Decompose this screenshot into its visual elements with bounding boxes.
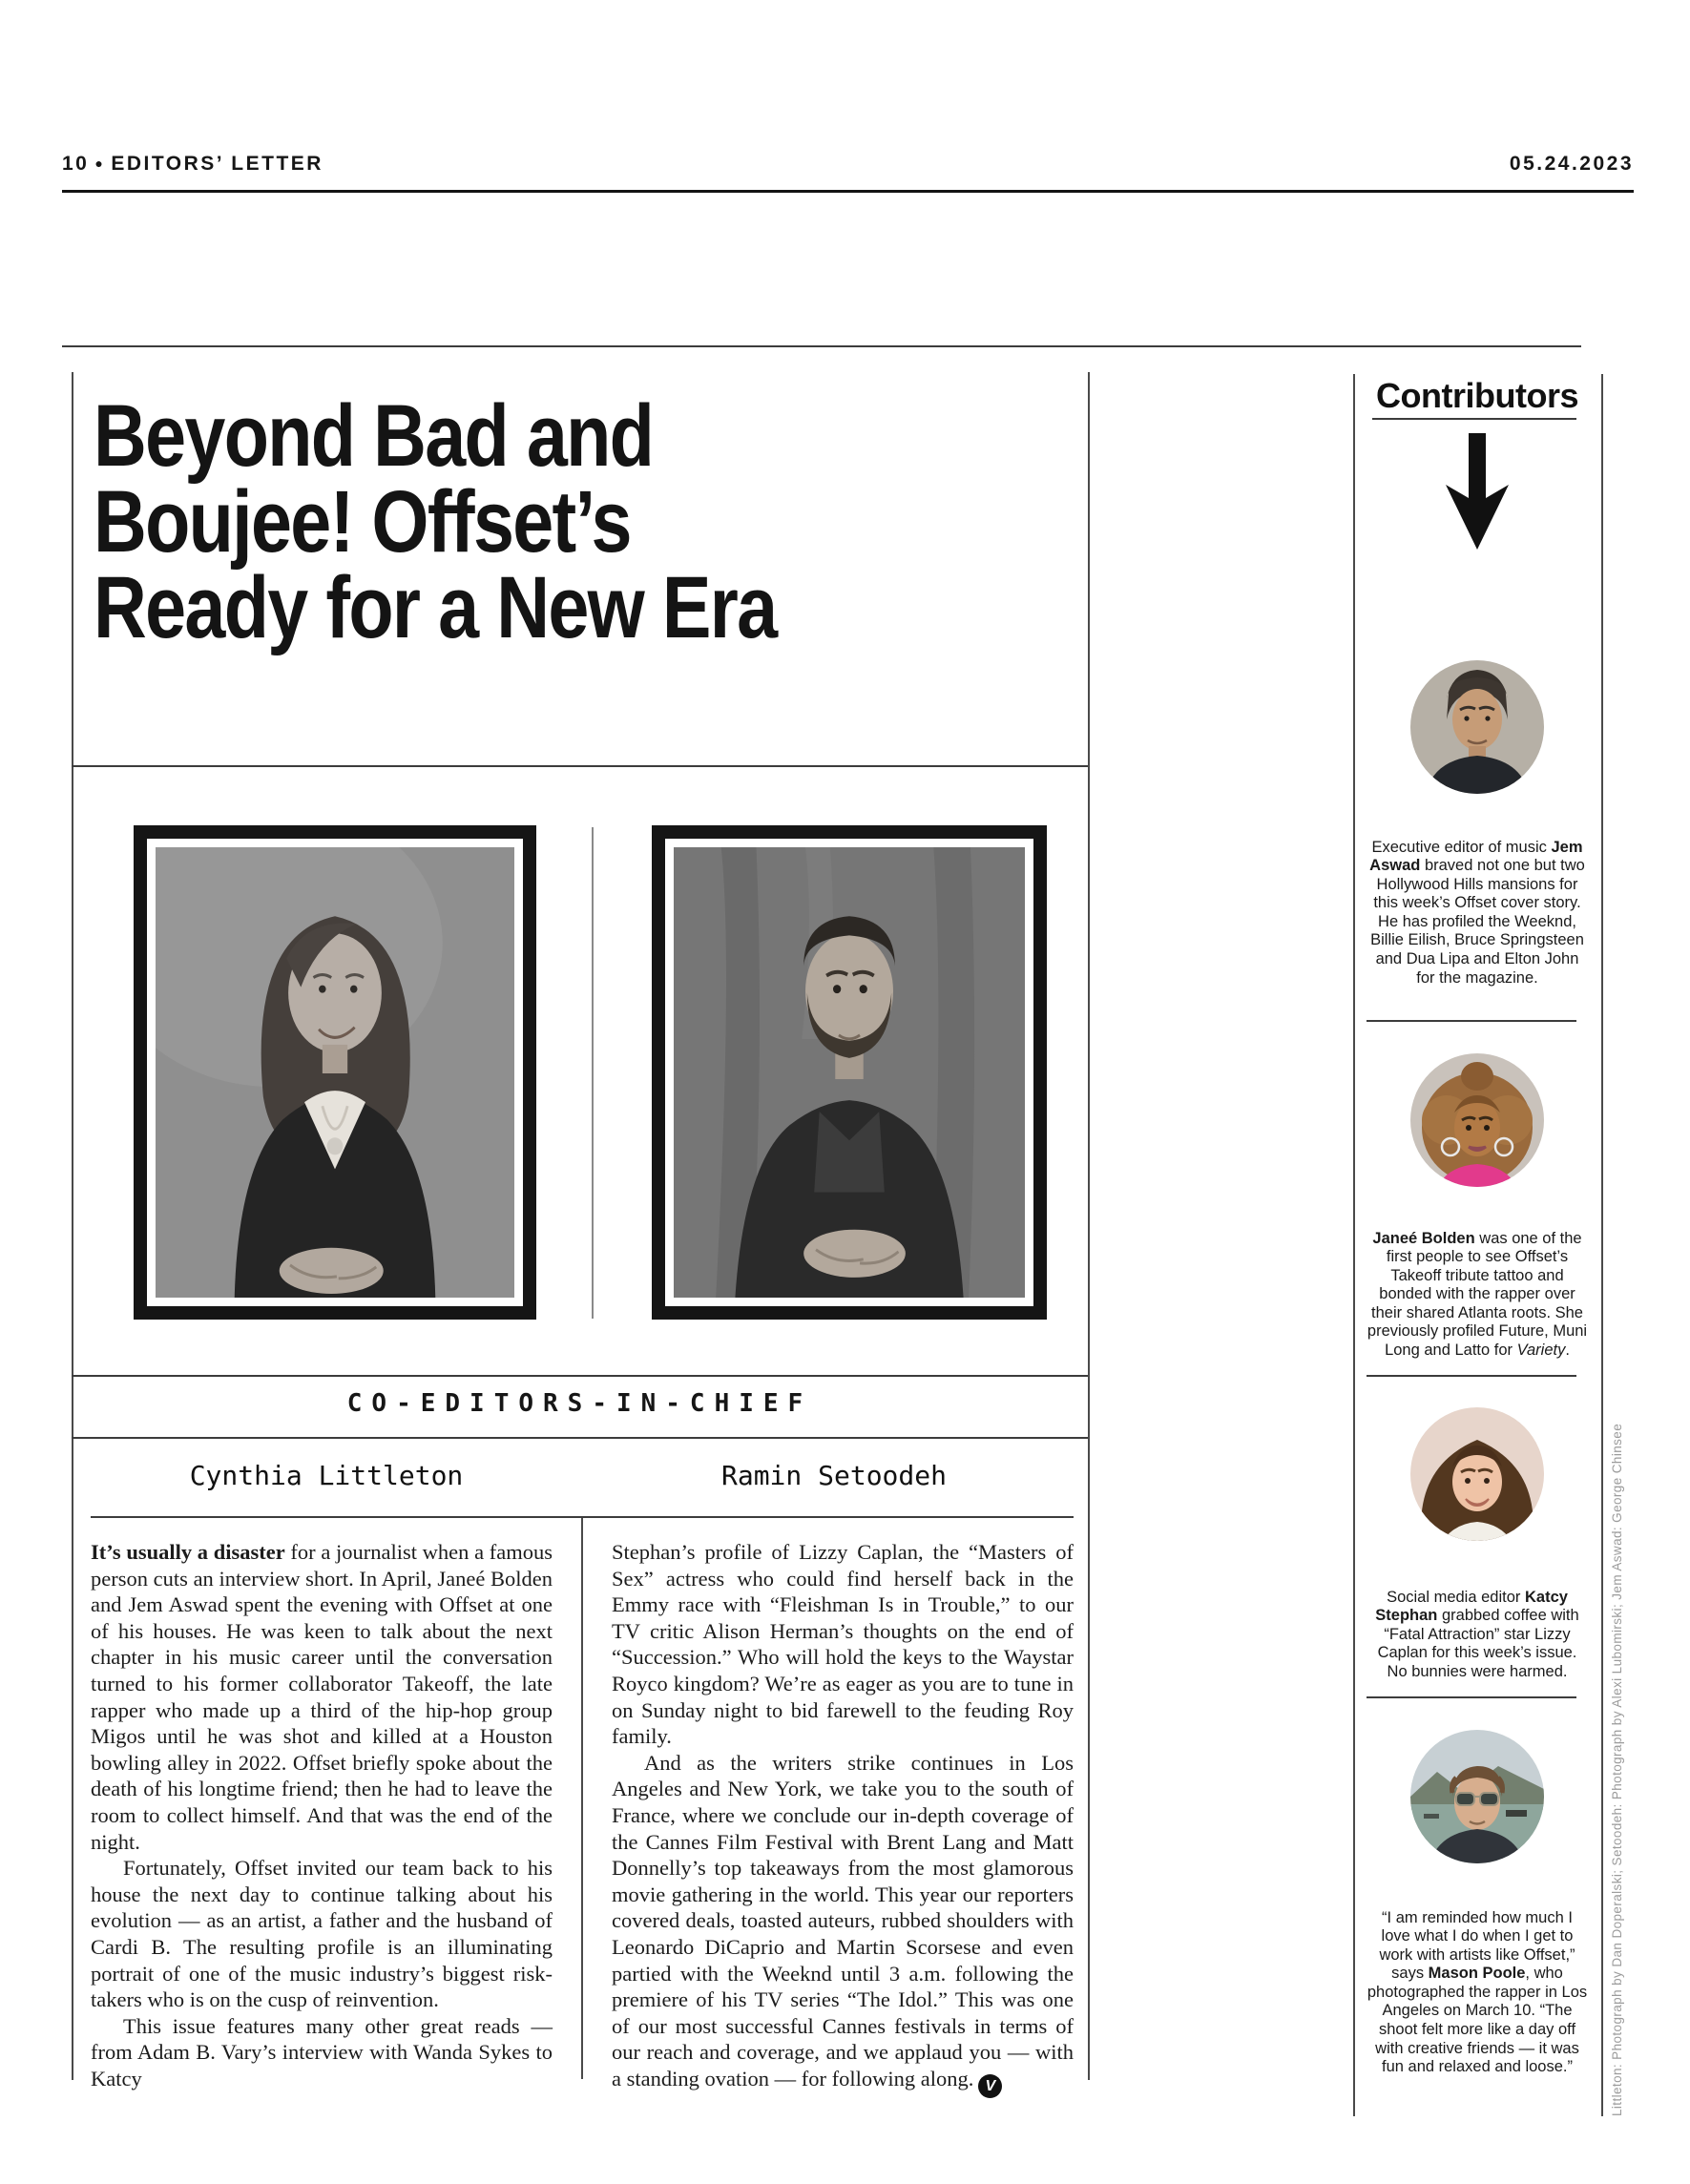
contributor-name: Mason Poole	[1428, 1965, 1526, 1983]
paragraph	[612, 1750, 1074, 2098]
photo-credits-vertical: Littleton: Photograph by Dan Doperalski; Setoodeh: Photograph by Alexi Lubomirski; Jem Aswad: George Chinsee	[1610, 1423, 1624, 2116]
contributors-title: Contributors	[1376, 376, 1578, 415]
masthead-divider-top	[72, 1375, 1088, 1377]
headshot	[1410, 660, 1544, 794]
page-header	[62, 153, 323, 176]
header-divider	[62, 190, 1634, 193]
headshot	[1410, 1053, 1544, 1187]
bio-text: Social media editor	[1387, 1588, 1525, 1606]
folio-number: 10	[62, 153, 90, 175]
contributors-right-rule	[1601, 374, 1603, 2116]
page-title	[94, 387, 777, 656]
body-column-1	[91, 1539, 553, 2091]
paragraph: Fortunately, Offset invited our team back to his house the next day to continue talking about his evolution — as an artist, a father and the husband of Cardi B. The resulting profile is an illuminating portrait of one of the music industry’s biggest risk-takers who is on the cusp of reinvention.	[91, 1856, 553, 2012]
variety-endmark-icon: V	[978, 2074, 1002, 2098]
contributor-bio	[1367, 1589, 1588, 1682]
bio-text: .	[1565, 1342, 1570, 1360]
top-divider	[62, 345, 1581, 347]
paragraph: This issue features many other great reads — from Adam B. Vary’s interview with Wanda Sykes to Katcy	[91, 2013, 553, 2090]
contributor-name: Jem Aswad	[1369, 838, 1583, 875]
paragraph-text: And as the writers strike continues in Los Angeles and New York, we take you to the south of France, where we conclude our in-depth coverage of the Cannes Film Festival with Brent Lang and Matt Donnelly’s top takeaways from the most glamorous movie gathering in the world. This year our reporters covered deals, toasted auteurs, rubbed shoulders with Leonardo DiCaprio and Martin Scorsese and even partied with the Weeknd until 3 a.m. following the premiere of his TV series “The Idol.” This was one of our most successful Cannes festivals in terms of our reach and coverage, and we applaud you — with a standing ovation — for following along.	[612, 1750, 1074, 2090]
section-label: EDITORS’ LETTER	[111, 153, 323, 175]
headline-divider	[72, 765, 1088, 767]
contributor-bio	[1367, 839, 1588, 988]
bullet-icon: ●	[94, 156, 106, 171]
contributor-photo-mason-poole	[1410, 1730, 1544, 1863]
contributor-photo-katcy-stephan	[1410, 1407, 1544, 1541]
bio-text: grabbed coffee with “Fatal Attraction” star Lizzy Caplan for this week’s issue. No bunnies were harmed.	[1377, 1607, 1579, 1680]
portrait-cynthia-littleton	[134, 825, 536, 1320]
portrait-ramin-setoodeh	[652, 825, 1047, 1320]
bio-text: braved not one but two Hollywood Hills mansions for this week’s Offset cover story. He has profiled the Weeknd, Billie Eilish, Bruce Springsteen and Dua Lipa and Elton John for the magazine.	[1370, 857, 1585, 987]
body-column-rule	[581, 1518, 583, 2079]
editor-name-left: Cynthia Littleton	[189, 1460, 464, 1491]
masthead-label: CO-EDITORS-IN-CHIEF	[346, 1389, 813, 1418]
contributor-bio	[1367, 1230, 1588, 1361]
portrait-photo-man	[674, 847, 1025, 1298]
issue-date: 05.24.2023	[1509, 153, 1634, 175]
left-column-rule	[72, 372, 73, 2080]
paragraph: Stephan’s profile of Lizzy Caplan, the “Masters of Sex” actress who could find herself back in the Emmy race with “Fleishman Is in Trouble,” to our TV critic Alison Herman’s thoughts on the end of “Succession.” Who will hold the keys to the Waystar Royco kingdom? We’re as eager as you are to tune in on Sunday night to bid farewell to the feuding Roy family.	[612, 1540, 1074, 1749]
headshot	[1410, 1730, 1544, 1863]
contributors-separator	[1367, 1696, 1576, 1698]
bio-text: “I am reminded how much I love what I do when I get to work with artists like Offset,” says	[1379, 1908, 1575, 1983]
body-column-2	[612, 1539, 1074, 2098]
headline-line-3: Ready for a New Era	[94, 559, 777, 656]
lead-in: It’s usually a disaster	[91, 1540, 285, 1564]
contributor-name: Janeé Bolden	[1372, 1229, 1475, 1247]
paragraph	[91, 1539, 553, 1855]
contributor-name: Katcy Stephan	[1375, 1588, 1568, 1625]
headline-line-1: Beyond Bad and	[94, 387, 654, 485]
contributors-title-underline	[1372, 418, 1576, 420]
bio-text: Executive editor of music	[1371, 838, 1552, 856]
bio-text: , who photographed the rapper in Los Angeles on March 10. “The shoot felt more like a day off with creative friends — it was fun and relaxed and loose.”	[1367, 1965, 1588, 2076]
portrait-divider	[592, 827, 594, 1319]
contributors-separator	[1367, 1020, 1576, 1022]
headshot	[1410, 1407, 1544, 1541]
contributor-photo-jem-aswad	[1410, 660, 1544, 794]
main-right-rule	[1088, 372, 1090, 2080]
editor-name-right: Ramin Setoodeh	[720, 1460, 947, 1491]
bio-text: was one of the first people to see Offset’s Takeoff tribute tattoo and bonded with the rapper over their shared Atlanta roots. She previously profiled Future, Muni Long and Latto for	[1367, 1229, 1588, 1360]
portrait-photo-woman	[156, 847, 514, 1298]
contributors-left-rule	[1353, 374, 1355, 2116]
bio-italic: Variety	[1516, 1342, 1566, 1360]
headline-line-2: Boujee! Offset’s	[94, 473, 631, 571]
paragraph-text: for a journalist when a famous person cuts an interview short. In April, Janeé Bolden and Jem Aswad spent the evening with Offset at one of his houses. He was keen to talk about the next chapter in his music career until the conversation turned to his former collaborator Takeoff, the late rapper who made up a third of the hip-hop group Migos until he was shot and killed at a Houston bowling alley in 2022. Offset briefly spoke about the death of his longtime friend; then he had to leave the room to collect himself. And that was the end of the night.	[91, 1540, 553, 1854]
contributor-photo-janee-bolden	[1410, 1053, 1544, 1187]
masthead-divider-bottom	[72, 1437, 1088, 1439]
contributors-separator	[1367, 1375, 1576, 1377]
contributor-bio	[1367, 1909, 1588, 2077]
down-arrow-icon	[1444, 433, 1511, 550]
